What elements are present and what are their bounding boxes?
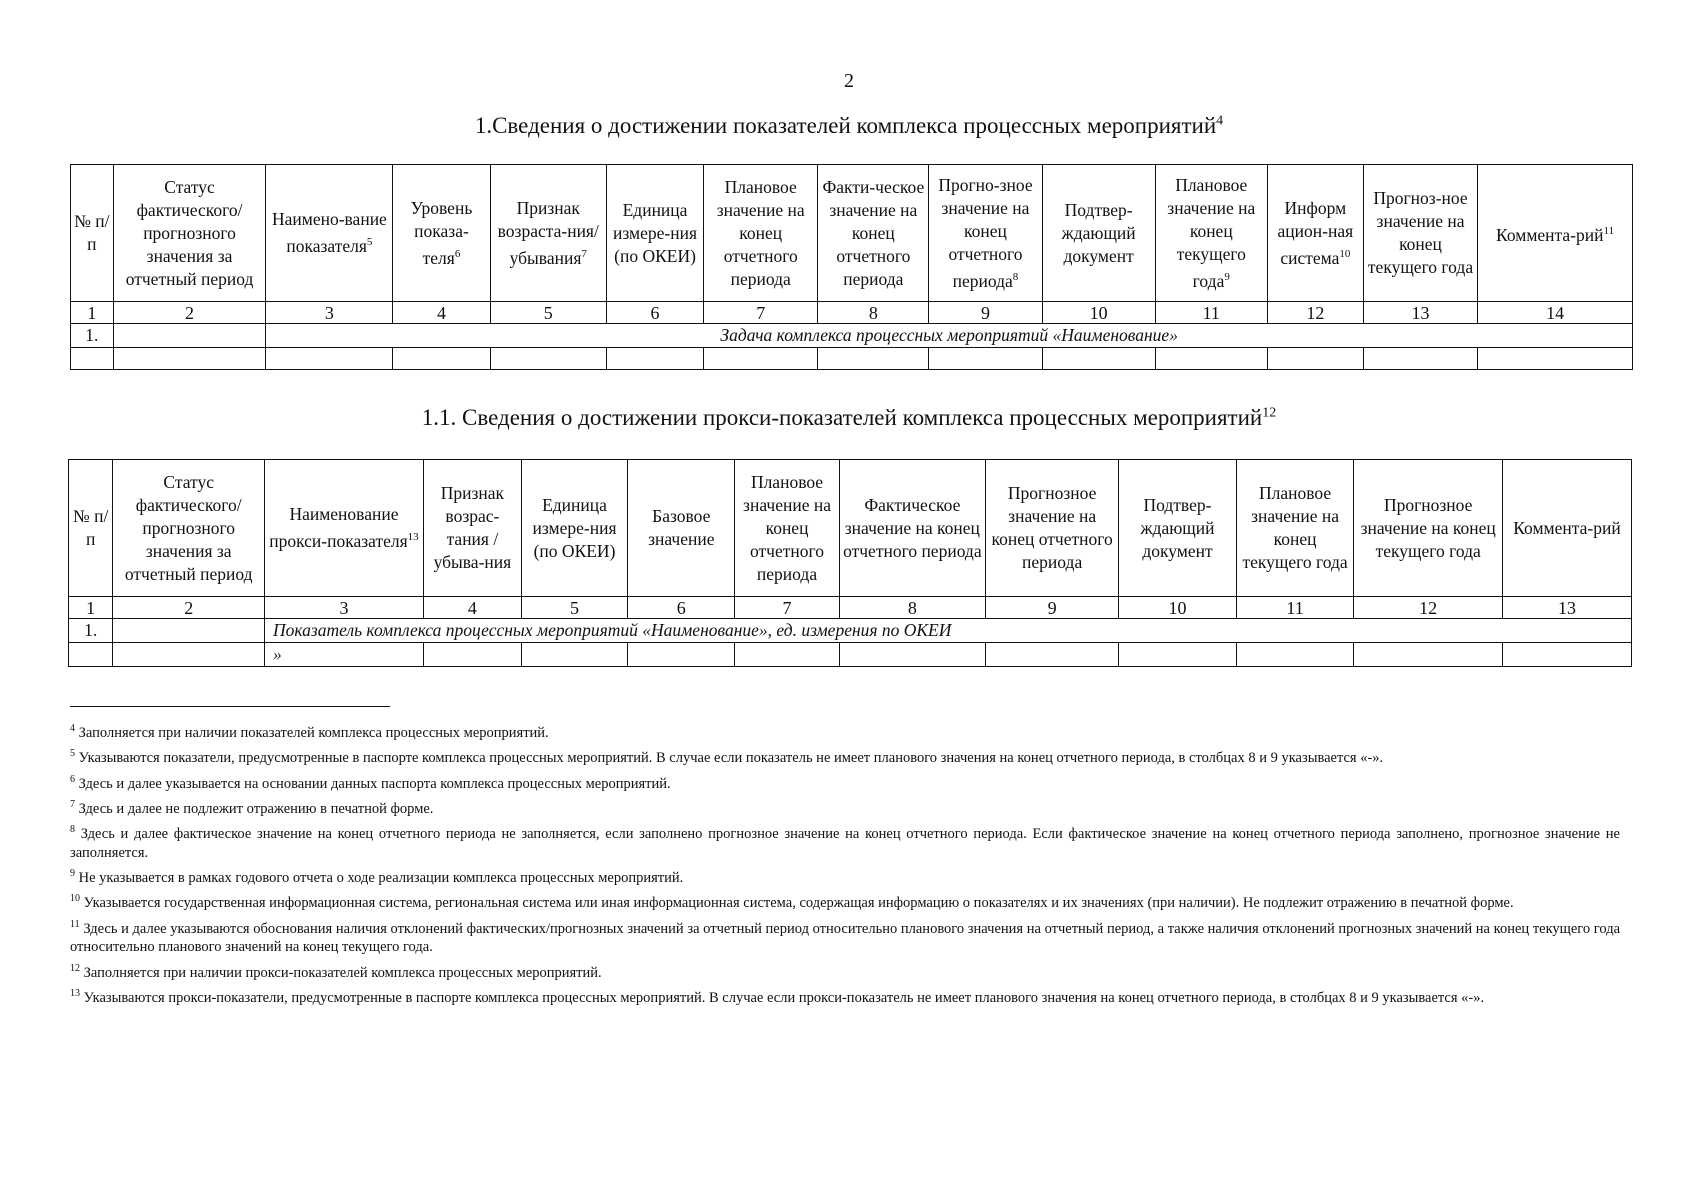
column-header-text: Статус фактического/ прогнозного значения за отчетный период	[124, 471, 253, 584]
column-header-text: Единица измере-ния (по ОКЕИ)	[532, 494, 617, 561]
column-number: 1	[71, 302, 114, 324]
column-header-text: Базовое значение	[648, 506, 715, 549]
column-header	[1502, 460, 1631, 597]
footnote-number: 13	[70, 987, 80, 999]
column-header-footnote-ref: 6	[454, 247, 461, 260]
table-cell	[69, 643, 113, 667]
column-number: 12	[1354, 597, 1503, 619]
section-2-title-text: 1.1. Сведения о достижении прокси-показателей комплекса процессных мероприятий	[421, 405, 1263, 430]
section-2-title	[0, 405, 1698, 431]
column-header	[1236, 460, 1354, 597]
column-header-text: Прогноз-ное значение на конец текущего года	[1367, 188, 1474, 277]
footnote	[70, 865, 1620, 887]
column-header-text: Прогнозное значение на конец отчетного периода	[991, 483, 1113, 572]
table-cell	[1363, 348, 1477, 370]
column-header-text: Факти-ческое значение на конец отчетного периода	[822, 176, 925, 289]
column-header	[628, 460, 735, 597]
footnotes	[70, 720, 1620, 1010]
section-1-title-text: 1.Сведения о достижении показателей комплекса процессных мероприятий	[474, 113, 1217, 138]
proxy-indicators-table	[68, 459, 1632, 667]
proxy-table-number-row	[69, 597, 1632, 619]
column-header-text: Признак возрас-тания / убыва-ния	[433, 483, 512, 572]
table-cell	[704, 348, 818, 370]
footnote-text: Указываются показатели, предусмотренные в паспорте комплекса процессных мероприятий. В случае если показатель не имеет планового значения на конец отчетного периода, в столбцах 8 и 9 указывается «-».	[78, 750, 1384, 767]
column-header-footnote-ref: 5	[366, 236, 373, 249]
column-number: 2	[113, 597, 265, 619]
column-header-text: Подтвер-ждающий документ	[1061, 199, 1136, 266]
indicator-row-number: 1.	[69, 619, 113, 643]
column-header-text: Плановое значение на конец текущего года	[1167, 174, 1256, 291]
column-number: 13	[1363, 302, 1477, 324]
column-header-text: № п/ п	[73, 506, 109, 549]
column-header-footnote-ref: 8	[1012, 270, 1019, 283]
column-header-text: Плановое значение на конец текущего года	[1242, 483, 1348, 572]
column-header-text: Коммента-рий	[1496, 224, 1604, 245]
closing-quote-mark: »	[265, 643, 424, 667]
footnote	[70, 916, 1620, 957]
footnote-text: Указываются прокси-показатели, предусмотренные в паспорте комплекса процессных мероприятий. В случае если прокси-показатель не имеет планового значения на конец отчетного периода, в столбцах 8 и 9 указывается «-».	[83, 989, 1485, 1006]
table-cell	[393, 348, 490, 370]
column-header	[818, 165, 929, 302]
table-cell	[1236, 643, 1354, 667]
table-cell	[1478, 348, 1633, 370]
column-header-text: Плановое значение на конец отчетного периода	[743, 471, 831, 584]
section-1-title	[0, 113, 1698, 139]
table-cell	[818, 348, 929, 370]
footnote-number: 8	[70, 824, 75, 836]
column-header	[423, 460, 521, 597]
column-header	[1042, 165, 1155, 302]
footnote-number: 10	[70, 893, 80, 905]
table-cell	[1155, 348, 1267, 370]
table-cell	[735, 643, 839, 667]
column-header-text: Прогнозное значение на конец текущего года	[1360, 494, 1496, 561]
footnote	[70, 720, 1620, 742]
footnote	[70, 821, 1620, 862]
column-header-text: № п/ п	[74, 211, 110, 254]
table-cell	[113, 643, 265, 667]
table-cell	[71, 348, 114, 370]
column-header	[704, 165, 818, 302]
column-header	[266, 165, 393, 302]
column-header	[735, 460, 839, 597]
footnote	[70, 771, 1620, 793]
table-cell	[113, 619, 265, 643]
column-header-text: Фактическое значение на конец отчетного периода	[843, 494, 982, 561]
column-header-text: Плановое значение на конец отчетного периода	[716, 176, 805, 289]
table-cell	[986, 643, 1119, 667]
table-cell	[606, 348, 703, 370]
proxy-table-header-row	[69, 460, 1632, 597]
task-row-number: 1.	[71, 324, 114, 348]
column-header-text: Прогно-зное значение на конец отчетного периода	[938, 174, 1033, 291]
column-header	[1354, 460, 1503, 597]
table-cell	[1042, 348, 1155, 370]
table-cell	[266, 348, 393, 370]
section-1-title-footnote-ref: 4	[1216, 113, 1224, 129]
footnote-text: Заполняется при наличии показателей комплекса процессных мероприятий.	[78, 724, 549, 741]
table-cell	[521, 643, 627, 667]
table-cell	[1119, 643, 1237, 667]
column-header-footnote-ref: 11	[1603, 224, 1615, 237]
footnote	[70, 890, 1620, 912]
column-number: 14	[1478, 302, 1633, 324]
footnote-separator	[70, 706, 390, 707]
column-number: 7	[704, 302, 818, 324]
column-header	[1363, 165, 1477, 302]
column-header	[71, 165, 114, 302]
column-number: 10	[1119, 597, 1237, 619]
footnote-number: 7	[70, 798, 75, 810]
footnote	[70, 745, 1620, 767]
column-header-text: Единица измере-ния (по ОКЕИ)	[613, 199, 698, 266]
footnote-number: 4	[70, 723, 75, 734]
table-cell	[1502, 643, 1631, 667]
footnote	[70, 985, 1620, 1007]
indicator-row-name: Показатель комплекса процессных мероприятий «Наименование», ед. измерения по ОКЕИ	[265, 619, 1632, 643]
task-row-name: Задача комплекса процессных мероприятий «Наименование»	[266, 324, 1633, 348]
column-header	[113, 165, 266, 302]
table-cell	[929, 348, 1042, 370]
column-header	[606, 165, 703, 302]
column-header-text: Уровень показа-теля	[410, 197, 473, 268]
column-number: 11	[1236, 597, 1354, 619]
column-header	[839, 460, 985, 597]
column-header-text: Статус фактического/ прогнозного значения за отчетный период	[125, 176, 254, 289]
footnote-text: Здесь и далее указывается на основании данных паспорта комплекса процессных мероприятий.	[78, 775, 671, 792]
column-header	[1267, 165, 1363, 302]
column-header-text: Наименование прокси-показателя	[269, 504, 408, 551]
table-cell	[1354, 643, 1503, 667]
column-header-text: Информ ацион-ная система	[1277, 197, 1354, 268]
indicators-table-number-row	[71, 302, 1633, 324]
indicators-table-task-row	[71, 324, 1633, 348]
column-header	[265, 460, 424, 597]
column-number: 3	[266, 302, 393, 324]
column-number: 10	[1042, 302, 1155, 324]
column-number: 8	[818, 302, 929, 324]
footnote-number: 5	[70, 748, 75, 760]
column-number: 4	[423, 597, 521, 619]
table-cell	[113, 348, 266, 370]
column-number: 3	[265, 597, 424, 619]
column-number: 1	[69, 597, 113, 619]
column-header-text: Наимено-вание показателя	[271, 209, 387, 256]
column-number: 6	[606, 302, 703, 324]
footnote-number: 11	[70, 918, 80, 930]
table-cell	[839, 643, 985, 667]
table-cell	[423, 643, 521, 667]
column-header	[69, 460, 113, 597]
table-cell	[628, 643, 735, 667]
column-number: 11	[1155, 302, 1267, 324]
column-number: 5	[490, 302, 606, 324]
footnote-number: 9	[70, 868, 75, 880]
footnote-text: Указывается государственная информационная система, региональная система или иная информационная система, содержащая информацию о показателях и их значениях (при наличии). Не подлежит отражению в печатной форме.	[83, 895, 1514, 912]
footnote-text: Здесь и далее указываются обоснования наличия отклонений фактических/прогнозных значений за отчетный период относительно планового значения на отчетный период, а также наличия отклонений прогнозных значений на конец текущего года относительно планового значений на конец текущего года.	[70, 920, 1621, 956]
footnote	[70, 960, 1620, 982]
column-header-footnote-ref: 9	[1224, 270, 1230, 283]
column-header	[393, 165, 490, 302]
proxy-table-indicator-row	[69, 619, 1632, 643]
footnote	[70, 796, 1620, 818]
column-header	[1119, 460, 1237, 597]
column-header-footnote-ref: 13	[407, 531, 419, 544]
footnote-text: Здесь и далее не подлежит отражению в печатной форме.	[78, 800, 434, 817]
footnote-text: Заполняется при наличии прокси-показателей комплекса процессных мероприятий.	[83, 964, 602, 981]
section-2-title-footnote-ref: 12	[1262, 405, 1277, 421]
footnote-number: 12	[70, 962, 80, 974]
column-number: 9	[929, 302, 1042, 324]
column-header	[929, 165, 1042, 302]
column-header-footnote-ref: 10	[1339, 247, 1351, 260]
column-number: 4	[393, 302, 490, 324]
table-cell	[1267, 348, 1363, 370]
column-header	[986, 460, 1119, 597]
table-cell	[490, 348, 606, 370]
footnote-text: Здесь и далее фактическое значение на конец отчетного периода не заполняется, если заполнено прогнозное значение на конец отчетного периода. Если фактическое значение на конец отчетного периода заполнено, прогнозное значение не заполняется.	[70, 826, 1620, 861]
column-number: 6	[628, 597, 735, 619]
column-header-text: Признак возраста-ния/ убывания	[497, 197, 599, 268]
column-header	[1478, 165, 1633, 302]
indicators-table-header-row	[71, 165, 1633, 302]
footnote-text: Не указывается в рамках годового отчета о ходе реализации комплекса процессных мероприятий.	[78, 869, 684, 886]
column-number: 7	[735, 597, 839, 619]
column-header-text: Коммента-рий	[1513, 517, 1621, 538]
column-header-text: Подтвер-ждающий документ	[1140, 494, 1215, 561]
indicators-table-empty-row	[71, 348, 1633, 370]
column-number: 2	[113, 302, 266, 324]
column-header	[113, 460, 265, 597]
footnote-number: 6	[70, 773, 75, 785]
page-number: 2	[844, 70, 854, 92]
column-number: 9	[986, 597, 1119, 619]
column-number: 5	[521, 597, 627, 619]
indicators-table	[70, 164, 1633, 370]
column-number: 12	[1267, 302, 1363, 324]
column-header	[521, 460, 627, 597]
column-header	[1155, 165, 1267, 302]
column-number: 13	[1502, 597, 1631, 619]
column-header-footnote-ref: 7	[581, 247, 587, 260]
table-cell	[113, 324, 266, 348]
column-number: 8	[839, 597, 985, 619]
proxy-table-empty-row	[69, 643, 1632, 667]
column-header	[490, 165, 606, 302]
